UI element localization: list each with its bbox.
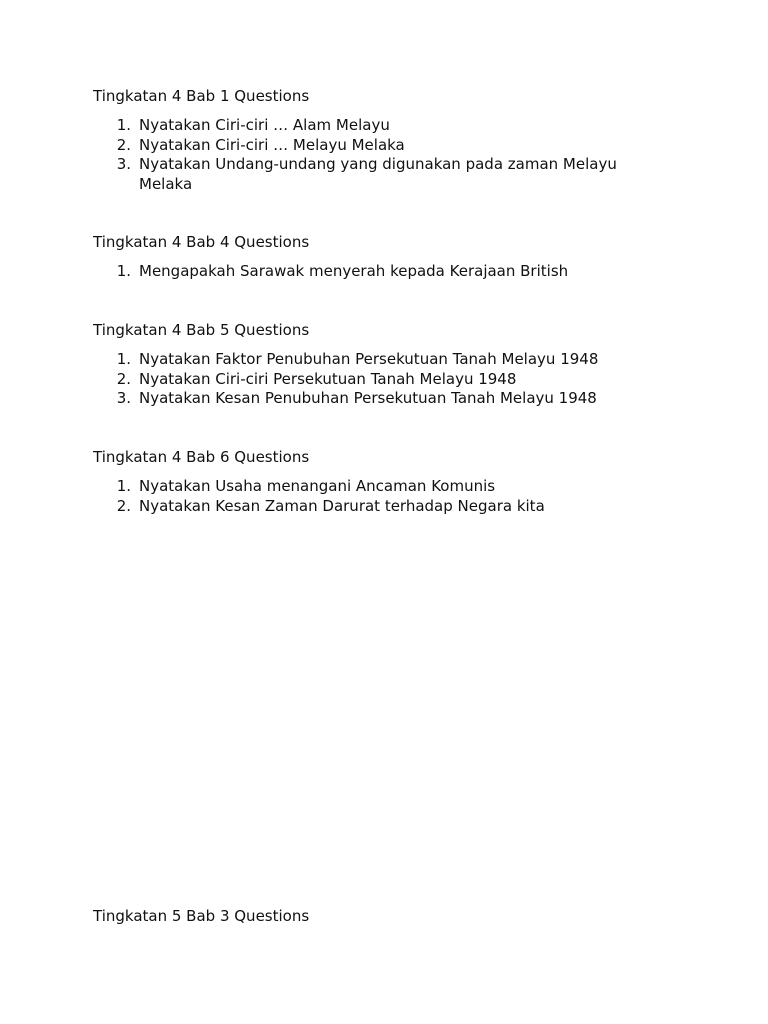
section-heading: Tingkatan 4 Bab 5 Questions: [93, 321, 310, 339]
question-list: [93, 350, 653, 409]
section-heading: Tingkatan 4 Bab 1 Questions: [93, 87, 310, 105]
question-item: [93, 497, 653, 517]
section-t4-bab5: [93, 321, 653, 409]
question-item: [93, 116, 653, 136]
question-item: [93, 389, 653, 409]
question-text: Nyatakan Ciri-ciri … Melayu Melaka: [139, 135, 405, 154]
question-number: 2.: [116, 369, 131, 388]
question-list: [93, 116, 653, 194]
question-text: Mengapakah Sarawak menyerah kepada Kerajaan British: [139, 262, 569, 280]
question-text: Nyatakan Ciri-ciri … Alam Melayu: [139, 116, 390, 134]
question-list: [93, 477, 653, 516]
question-item: [93, 155, 653, 194]
question-number: 1.: [116, 116, 131, 134]
question-item: [93, 350, 653, 370]
question-text: Nyatakan Faktor Penubuhan Persekutuan Tanah Melayu 1948: [139, 350, 599, 368]
question-text: Nyatakan Undang-undang yang digunakan pada zaman Melayu Melaka: [139, 155, 617, 193]
question-text: Nyatakan Ciri-ciri Persekutuan Tanah Melayu 1948: [139, 369, 517, 388]
question-text: Nyatakan Kesan Penubuhan Persekutuan Tanah Melayu 1948: [139, 389, 597, 407]
question-number: 2.: [116, 496, 131, 515]
question-item: [93, 370, 653, 390]
question-item: [93, 136, 653, 156]
question-number: 1.: [116, 477, 131, 495]
question-item: [93, 477, 653, 497]
question-number: 2.: [116, 135, 131, 154]
question-list: [93, 262, 653, 282]
section-t4-bab1: [93, 87, 653, 194]
section-heading: Tingkatan 5 Bab 3 Questions: [93, 907, 310, 925]
question-number: 3.: [116, 155, 131, 173]
section-t4-bab4: [93, 233, 653, 282]
question-number: 3.: [116, 389, 131, 407]
question-number: 1.: [116, 262, 131, 280]
section-t4-bab6: [93, 448, 653, 516]
question-item: [93, 262, 653, 282]
section-heading: Tingkatan 4 Bab 4 Questions: [93, 233, 310, 251]
question-text: Nyatakan Kesan Zaman Darurat terhadap Negara kita: [139, 496, 545, 515]
question-text: Nyatakan Usaha menangani Ancaman Komunis: [139, 477, 496, 495]
section-t5-bab3: [93, 907, 653, 926]
section-heading: Tingkatan 4 Bab 6 Questions: [93, 448, 310, 466]
question-number: 1.: [116, 350, 131, 368]
